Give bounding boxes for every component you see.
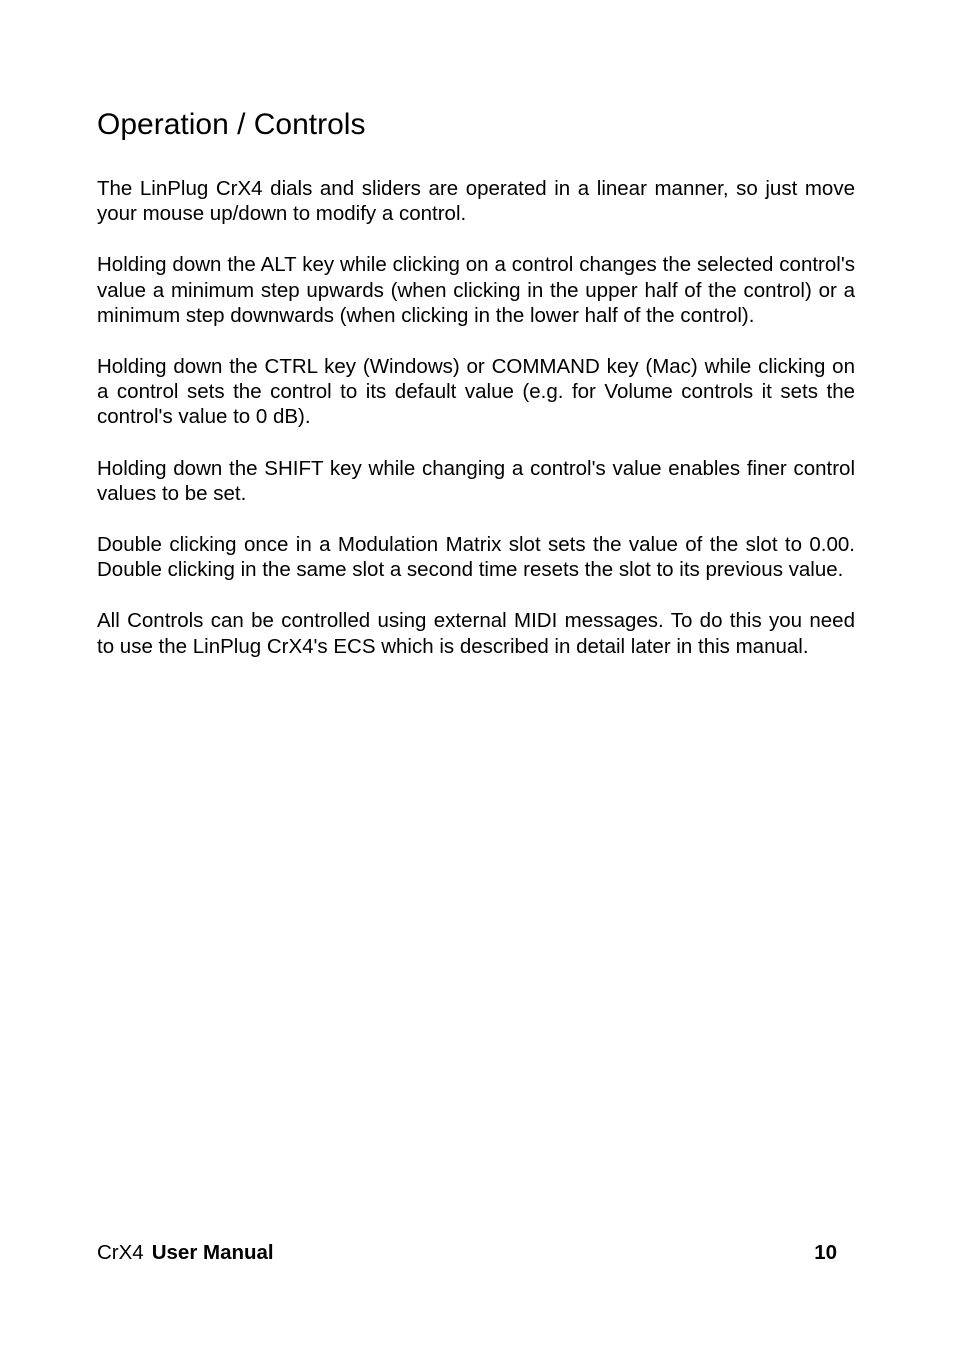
paragraph-alt-key: Holding down the ALT key while clicking on a control changes the selected control's value a minimum step upwards (when clicking in the upper half of the control) or a minimum step downwards (when clicking in the lower half of the control).: [97, 253, 855, 327]
paragraph-shift-key: Holding down the SHIFT key while changing a control's value enables finer control values to be set.: [97, 456, 855, 505]
paragraph-ctrl-key: Holding down the CTRL key (Windows) or COMMAND key (Mac) while clicking on a control sets the control to its default value (e.g. for Volume controls it sets the control's value to 0 dB).: [97, 355, 855, 429]
paragraph-double-click: Double clicking once in a Modulation Matrix slot sets the value of the slot to 0.00. Double clicking in the same slot a second time resets the slot to its previous value.: [97, 533, 855, 582]
footer-manual-label: User Manual: [151, 1241, 274, 1264]
footer-product: CrX4: [97, 1241, 144, 1264]
footer-title: [97, 1240, 274, 1266]
paragraph-linear-operation: The LinPlug CrX4 dials and sliders are operated in a linear manner, so just move your mouse up/down to modify a control.: [97, 177, 855, 226]
page-number: 10: [814, 1241, 837, 1264]
page-footer: [97, 1240, 837, 1266]
page-title: Operation / Controls: [97, 108, 366, 141]
body-text: [97, 176, 855, 685]
paragraph-midi-control: All Controls can be controlled using external MIDI messages. To do this you need to use the LinPlug CrX4's ECS which is described in detail later in this manual.: [97, 609, 855, 658]
